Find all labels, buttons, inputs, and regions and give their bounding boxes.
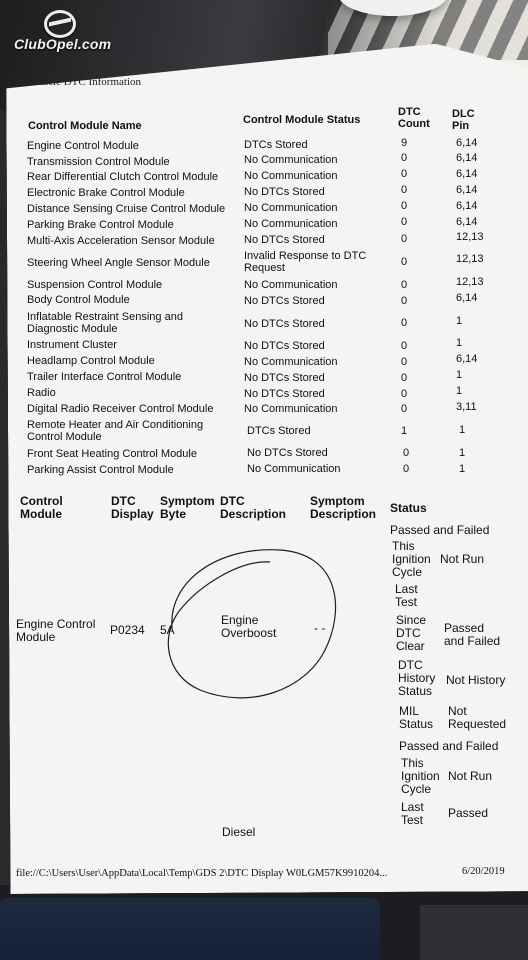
status-label: This Ignition Cycle (392, 539, 431, 579)
row-count: 0 (400, 295, 408, 307)
row-count: 0 (400, 372, 408, 384)
row-status: Invalid Response to DTC Request (244, 250, 367, 274)
dtc-code: P0234 (110, 623, 145, 637)
row-status: No Communication (244, 403, 338, 415)
row-pin: 6,14 (456, 200, 478, 212)
footer-path: file://C:\Users\User\AppData\Local\Temp\GDS 2\DTC Display W0LGM57K9910204... (16, 868, 388, 879)
row-name: Radio (27, 387, 56, 399)
background-clothing (0, 898, 380, 960)
status-value: Not History (446, 673, 506, 687)
row-count: 0 (400, 356, 408, 368)
row-name: Inflatable Restraint Sensing and Diagnostic Module (27, 311, 183, 335)
status-label: This Ignition Cycle (401, 756, 440, 796)
row-pin: 6,14 (456, 216, 478, 228)
row-name: Engine Control Module (27, 140, 139, 152)
row-name: Trailer Interface Control Module (27, 371, 182, 383)
row-count: 0 (400, 403, 408, 415)
row-pin: 1 (456, 315, 463, 327)
dtc-module: Engine Control Module (16, 617, 96, 644)
row-count: 0 (400, 233, 408, 245)
row-pin: 6,14 (456, 152, 478, 164)
fuel-type: Diesel (222, 825, 256, 839)
row-pin: 6,14 (456, 292, 478, 304)
row-status: No Communication (244, 279, 338, 291)
row-pin: 1 (456, 337, 463, 349)
dtc-symptom-description: - - (314, 621, 326, 635)
row-status: No Communication (244, 218, 338, 230)
row-name: Multi-Axis Acceleration Sensor Module (27, 235, 215, 247)
row-name: Suspension Control Module (27, 279, 163, 291)
header-dtc-display: DTC Display (111, 494, 154, 521)
row-name: Instrument Cluster (27, 339, 117, 351)
row-status: No DTCs Stored (244, 318, 325, 330)
row-status: No DTCs Stored (244, 295, 325, 307)
row-name: Electronic Brake Control Module (27, 187, 185, 199)
row-status: No Communication (244, 154, 338, 166)
row-name: Headlamp Control Module (27, 355, 155, 367)
header-dlc-pin: DLC Pin (452, 108, 475, 132)
row-count: 0 (400, 317, 408, 329)
handdrawn-circle-annotation (160, 540, 380, 720)
row-name: Distance Sensing Cruise Control Module (27, 203, 226, 215)
row-status: DTCs Stored (247, 425, 311, 437)
row-pin: 6,14 (456, 137, 478, 149)
header-symptom-byte: Symptom Byte (160, 494, 215, 521)
row-pin: 12,13 (456, 253, 484, 265)
status-label: Last Test (395, 582, 418, 609)
row-status: No DTCs Stored (247, 447, 328, 459)
row-status: No Communication (244, 170, 338, 182)
row-status: No Communication (244, 202, 338, 214)
document-title: Vehicle DTC Information (28, 76, 142, 88)
status-value: Passed and Failed (444, 621, 501, 648)
row-name: Parking Assist Control Module (27, 464, 174, 476)
footer-date: 6/20/2019 (462, 866, 505, 877)
row-status: No DTCs Stored (244, 186, 325, 198)
header-dtc-count: DTC Count (398, 106, 430, 130)
row-count: 0 (400, 388, 408, 400)
status-heading: Passed and Failed (399, 739, 499, 753)
header-module-status: Control Module Status (243, 114, 361, 126)
row-status: No Communication (244, 356, 338, 368)
row-status: No Communication (247, 463, 341, 475)
header-dtc-description: DTC Description (220, 494, 287, 521)
row-pin: 6,14 (456, 184, 478, 196)
status-heading: Passed and Failed (390, 523, 490, 537)
row-count: 0 (400, 168, 408, 180)
row-count: 0 (400, 200, 408, 212)
row-status: No DTCs Stored (244, 234, 325, 246)
status-value: Not Requested (448, 704, 507, 731)
row-name: Front Seat Heating Control Module (27, 448, 197, 460)
header-status: Status (390, 501, 427, 515)
row-name: Body Control Module (27, 294, 130, 306)
watermark-brand: ClubOpel.com (14, 36, 112, 52)
row-pin: 1 (459, 424, 466, 436)
row-name: Steering Wheel Angle Sensor Module (27, 257, 210, 269)
status-label: MIL Status (399, 704, 434, 731)
row-status: No DTCs Stored (244, 340, 325, 352)
row-pin: 1 (456, 385, 463, 397)
row-count: 0 (400, 216, 408, 228)
status-label: Last Test (401, 800, 424, 827)
row-name: Remote Heater and Air Conditioning Control Module (27, 419, 204, 443)
row-pin: 1 (459, 447, 466, 459)
row-status: DTCs Stored (244, 139, 308, 151)
background-chair (420, 905, 528, 960)
status-value: Not Run (440, 552, 485, 566)
opel-logo-icon (44, 10, 76, 38)
status-label: Since DTC Clear (396, 613, 427, 653)
row-pin: 12,13 (456, 276, 484, 288)
row-count: 9 (400, 137, 408, 149)
row-pin: 6,14 (456, 353, 478, 365)
row-count: 1 (400, 425, 408, 437)
row-count: 0 (400, 184, 408, 196)
status-label: DTC History Status (398, 658, 436, 698)
row-pin: 12,13 (456, 231, 484, 243)
row-count: 0 (402, 463, 410, 475)
row-name: Transmission Control Module (27, 156, 170, 168)
row-status: No DTCs Stored (244, 388, 325, 400)
row-name: Rear Differential Clutch Control Module (27, 171, 219, 183)
row-pin: 1 (459, 463, 466, 475)
row-pin: 6,14 (456, 168, 478, 180)
row-pin: 1 (456, 369, 463, 381)
row-name: Parking Brake Control Module (27, 219, 174, 231)
row-pin: 3,11 (456, 401, 477, 413)
row-name: Digital Radio Receiver Control Module (27, 403, 214, 415)
status-value: Not Run (448, 769, 493, 783)
row-count: 0 (400, 152, 408, 164)
dtc-description: Engine Overboost (221, 613, 277, 640)
row-count: 0 (400, 256, 408, 268)
row-count: 0 (402, 447, 410, 459)
row-count: 0 (400, 279, 408, 291)
row-count: 0 (400, 340, 408, 352)
status-value: Passed (448, 806, 489, 820)
row-status: No DTCs Stored (244, 372, 325, 384)
dtc-symptom-byte: 5A (160, 623, 175, 637)
header-symptom-description: Symptom Description (310, 494, 377, 521)
header-module-name: Control Module Name (28, 120, 142, 132)
header-control-module: Control Module (20, 494, 63, 521)
